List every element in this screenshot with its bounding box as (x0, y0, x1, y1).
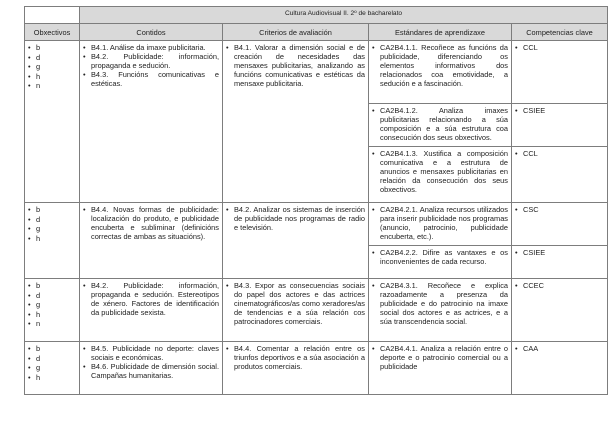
competence-item: • CCL (515, 43, 604, 52)
header-standards: Estándares de aprendizaxe (369, 24, 512, 41)
criterion-item: • B4.3. Expor as consecuencias sociais do papel dos actores e das actrices cinematográficos/as como xeradores/as de tendencias e a súa relación cos patrocinadores comerciais. (226, 281, 365, 326)
standard-cell (369, 203, 512, 246)
objective-item: • h (28, 373, 76, 383)
objective-item: • g (28, 62, 76, 72)
objectives-cell (25, 203, 80, 279)
competence-item: • CSIEE (515, 248, 604, 257)
content-item: • B4.6. Publicidade de dimensión social. Campañas humanitarias. (83, 362, 219, 380)
header-objectives: Obxectivos (25, 24, 80, 41)
header-criteria: Criterios de avaliación (223, 24, 369, 41)
objective-item: • d (28, 215, 76, 225)
standard-item: • CA2B4.3.1. Recoñece e explica razoadamente a presenza da publicidade e do patrocinio na imaxe social dos actores e as actrices, e a súa transcendencia social. (372, 281, 508, 326)
objective-item: • h (28, 310, 76, 320)
criteria-cell (223, 203, 369, 279)
objective-item: • b (28, 281, 76, 291)
competence-cell (512, 342, 608, 395)
table-row (25, 203, 608, 246)
objective-item: • d (28, 354, 76, 364)
content-item: • B4.2. Publicidade: información, propaganda e sedución. Estereotipos de xénero. Factores de identificación da publicidade sexista. (83, 281, 219, 317)
criterion-item: • B4.4. Comentar a relación entre os triunfos deportivos e a súa asociación a produtos comerciais. (226, 344, 365, 371)
title-blank-cell (25, 7, 80, 24)
title-row (25, 7, 608, 24)
competence-cell (512, 203, 608, 246)
competence-cell (512, 147, 608, 203)
objective-item: • d (28, 53, 76, 63)
standard-item: • CA2B4.1.2. Analiza imaxes publicitarias relacionando a súa composición e a súa estrutura coa consecución dos seus obxectivos. (372, 106, 508, 142)
competence-cell (512, 104, 608, 147)
curriculum-table (24, 6, 608, 395)
objective-item: • h (28, 72, 76, 82)
contents-cell (80, 203, 223, 279)
criteria-cell (223, 279, 369, 342)
standard-cell (369, 104, 512, 147)
objective-item: • h (28, 234, 76, 244)
objective-item: • b (28, 43, 76, 53)
objective-item: • d (28, 291, 76, 301)
objective-item: • g (28, 300, 76, 310)
content-item: • B4.4. Novas formas de publicidade: localización do produto, e publicidade encuberta e subliminar (definicións correctas de ambas as situacións). (83, 205, 219, 241)
standard-cell (369, 41, 512, 104)
competence-item: • CSC (515, 205, 604, 214)
header-row (25, 24, 608, 41)
objectives-cell (25, 279, 80, 342)
standard-cell (369, 147, 512, 203)
objective-item: • n (28, 319, 76, 329)
objective-item: • g (28, 224, 76, 234)
competence-item: • CSIEE (515, 106, 604, 115)
contents-cell (80, 41, 223, 203)
content-item: • B4.1. Análise da imaxe publicitaria. (83, 43, 219, 52)
contents-cell (80, 342, 223, 395)
standard-item: • CA2B4.1.1. Recoñece as funcións da publicidade, diferenciando os elementos informativos dos relacionados coa emotividade, a sedución e a fascinación. (372, 43, 508, 88)
header-competences: Competencias clave (512, 24, 608, 41)
objectives-cell (25, 41, 80, 203)
contents-cell (80, 279, 223, 342)
competence-item: • CCEC (515, 281, 604, 290)
objective-item: • g (28, 363, 76, 373)
standard-cell (369, 342, 512, 395)
objectives-cell (25, 342, 80, 395)
objective-item: • b (28, 344, 76, 354)
competence-item: • CAA (515, 344, 604, 353)
standard-item: • CA2B4.2.2. Difire as vantaxes e os inconvenientes de cada recurso. (372, 248, 508, 266)
table-row (25, 342, 608, 395)
objective-item: • n (28, 81, 76, 91)
standard-cell (369, 246, 512, 279)
criterion-item: • B4.2. Analizar os sistemas de inserción de publicidade nos programas de radio e televisión. (226, 205, 365, 232)
standard-item: • CA2B4.2.1. Analiza recursos utilizados para inserir publicidade nos programas (anuncio, patrocinio, publicidade encuberta, etc.). (372, 205, 508, 241)
table-row (25, 279, 608, 342)
header-contents: Contidos (80, 24, 223, 41)
table-row (25, 41, 608, 104)
criterion-item: • B4.1. Valorar a dimensión social e de creación de necesidades das mensaxes publicitarias, analizando as funcións comunicativas e estéticas da mensaxe publicitaria. (226, 43, 365, 88)
content-item: • B4.2. Publicidade: información, propaganda e sedución. (83, 52, 219, 70)
content-item: • B4.3. Funcións comunicativas e estéticas. (83, 70, 219, 88)
criteria-cell (223, 342, 369, 395)
table-title: Cultura Audiovisual II. 2º de bacharelato (80, 7, 608, 24)
competence-cell (512, 246, 608, 279)
content-item: • B4.5. Publicidade no deporte: claves sociais e económicas. (83, 344, 219, 362)
standard-item: • CA2B4.4.1. Analiza a relación entre o deporte e o patrocinio comercial ou a publicidade (372, 344, 508, 371)
standard-item: • CA2B4.1.3. Xustifica a composición comunicativa e a estrutura de anuncios e mensaxes publicitarias en relación da consecución dos seus obxectivos. (372, 149, 508, 194)
objective-item: • b (28, 205, 76, 215)
competence-item: • CCL (515, 149, 604, 158)
criteria-cell (223, 41, 369, 203)
competence-cell (512, 41, 608, 104)
competence-cell (512, 279, 608, 342)
standard-cell (369, 279, 512, 342)
